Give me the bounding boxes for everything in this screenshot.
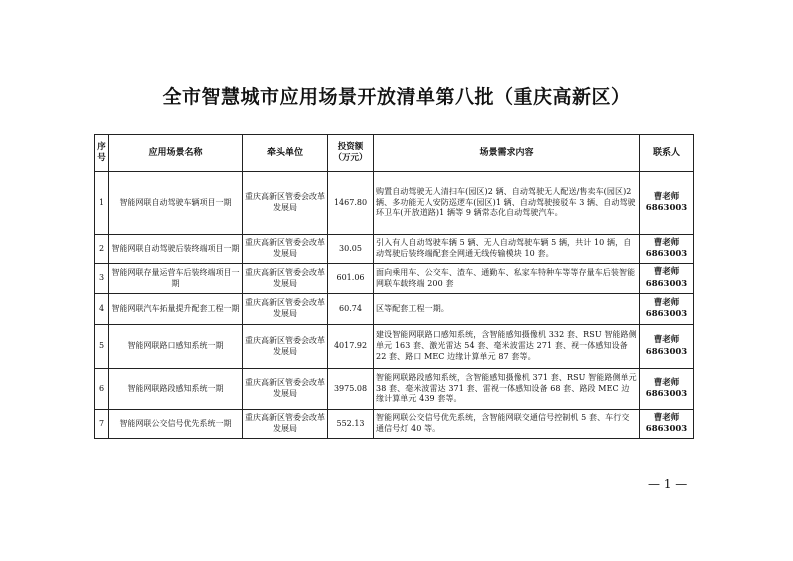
row-requirement: 面向乘用车、公交车、渣车、通勤车、私家车特种车等等存量车后装智能网联车载终端 200 套 (374, 264, 640, 294)
row-name: 智能网联公交信号优先系统一期 (109, 410, 243, 439)
row-unit: 重庆高新区管委会改革发展局 (243, 294, 328, 325)
row-requirement: 智能网联路段感知系统，含智能感知摄像机 371 套、RSU 智能路侧单元 38 套、毫米波雷达 371 套、雷视一体感知设备 68 套、路段 MEC 边缘计算单元 439 套等。 (374, 369, 640, 410)
row-investment: 30.05 (328, 235, 374, 264)
row-seq: 3 (95, 264, 109, 294)
row-requirement: 购置自动驾驶无人清扫车(园区)2 辆、自动驾驶无人配送/售卖车(园区)2 辆、多功能无人安防巡逻车(园区)1 辆、自动驾驶接驳车 3 辆、自动驾驶环卫车(开放道路)1 辆等 9 辆常态化自动驾驶汽车。 (374, 172, 640, 235)
row-contact: 曹老师 6863003 (640, 369, 694, 410)
header-investment: 投资额（万元） (328, 135, 374, 172)
row-name: 智能网联存量运营车后装终端项目一期 (109, 264, 243, 294)
row-investment: 552.13 (328, 410, 374, 439)
row-seq: 6 (95, 369, 109, 410)
row-requirement: 建设智能网联路口感知系统，含智能感知摄像机 332 套、RSU 智能路侧单元 163 套、激光雷达 54 套、毫米波雷达 271 套、视一体感知设备 22 套、路口 MEC 边缘计算单元 87 套等。 (374, 325, 640, 369)
row-seq: 7 (95, 410, 109, 439)
row-contact: 曹老师 6863003 (640, 264, 694, 294)
row-contact: 曹老师 6863003 (640, 294, 694, 325)
row-requirement: 区等配套工程一期。 (374, 294, 640, 325)
row-investment: 3975.08 (328, 369, 374, 410)
row-requirement: 引入有人自动驾驶车辆 5 辆、无人自动驾驶车辆 5 辆，共计 10 辆，自动驾驶后装终端配套全网通无线传输模块 10 套。 (374, 235, 640, 264)
row-name: 智能网联路口感知系统一期 (109, 325, 243, 369)
row-requirement: 智能网联公交信号优先系统，含智能网联交通信号控制机 5 套、车行交通信号灯 40 等。 (374, 410, 640, 439)
row-seq: 2 (95, 235, 109, 264)
row-unit: 重庆高新区管委会改革发展局 (243, 172, 328, 235)
header-seq: 序号 (95, 135, 109, 172)
row-investment: 4017.92 (328, 325, 374, 369)
row-unit: 重庆高新区管委会改革发展局 (243, 325, 328, 369)
row-seq: 1 (95, 172, 109, 235)
row-name: 智能网联路段感知系统一期 (109, 369, 243, 410)
row-unit: 重庆高新区管委会改革发展局 (243, 410, 328, 439)
header-unit: 牵头单位 (243, 135, 328, 172)
document-title: 全市智慧城市应用场景开放清单第八批（重庆高新区） (162, 86, 631, 108)
table-row (95, 410, 694, 439)
row-investment: 1467.80 (328, 172, 374, 235)
row-name: 智能网联汽车拓量提升配套工程一期 (109, 294, 243, 325)
header-name: 应用场景名称 (109, 135, 243, 172)
header-requirement: 场景需求内容 (374, 135, 640, 172)
table-row (95, 172, 694, 235)
row-investment: 601.06 (328, 264, 374, 294)
table-row (95, 235, 694, 264)
row-name: 智能网联自动驾驶车辆项目一期 (109, 172, 243, 235)
row-seq: 5 (95, 325, 109, 369)
table-row (95, 369, 694, 410)
row-contact: 曹老师 6863003 (640, 172, 694, 235)
row-contact: 曹老师 6863003 (640, 410, 694, 439)
row-unit: 重庆高新区管委会改革发展局 (243, 235, 328, 264)
row-contact: 曹老师 6863003 (640, 325, 694, 369)
table-header-row (95, 135, 694, 172)
scenario-table (94, 134, 694, 439)
table-row (95, 264, 694, 294)
table-row (95, 294, 694, 325)
row-unit: 重庆高新区管委会改革发展局 (243, 264, 328, 294)
row-contact: 曹老师 6863003 (640, 235, 694, 264)
row-investment: 60.74 (328, 294, 374, 325)
row-seq: 4 (95, 294, 109, 325)
page-number: — 1 — (648, 477, 688, 491)
row-unit: 重庆高新区管委会改革发展局 (243, 369, 328, 410)
row-name: 智能网联自动驾驶后装终端项目一期 (109, 235, 243, 264)
table-row (95, 325, 694, 369)
header-contact: 联系人 (640, 135, 694, 172)
